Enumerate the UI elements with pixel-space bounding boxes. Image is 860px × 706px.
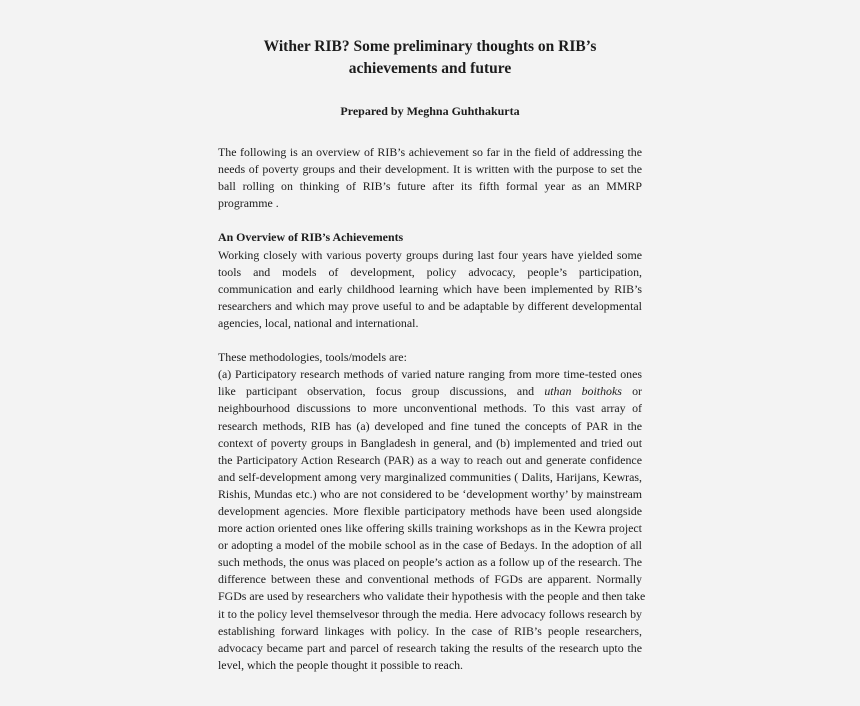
overview-line: agencies, local, national and international. [218,315,419,330]
title-line-1: Wither RIB? Some preliminary thoughts on RIB’s [263,38,597,55]
methods-line: level, which the people thought it possible to reach. [218,657,464,672]
methods-line: establishing forward linkages with policy. In the case of RIB’s people researchers, [218,623,642,638]
overview-line: tools and models of development, policy advocacy, people’s participation, [218,264,642,279]
intro-line: programme . [218,196,279,211]
methods-line: more action oriented ones like offering skills training workshops as in the Kewra project [218,521,642,536]
methods-line: Rishis, Mundas etc.) who are not considered to be ‘development worthy’ by mainstream [218,486,642,501]
methods-line: difference between these and conventional methods of FGDs are apparent. Normally [218,572,642,587]
methods-line: FGDs are used by researchers who validate their hypothesis with the people and then take [218,589,646,604]
intro-line: ball rolling on thinking of RIB’s future after its fifth formal year as an MMRP [218,179,642,194]
methods-line: (a) Participatory research methods of varied nature ranging from more time-tested ones [218,367,642,382]
methods-line: or adopting a model of the mobile school as in the case of Bedays. In the adoption of all [218,538,642,553]
methods-intro: These methodologies, tools/models are: [218,350,407,365]
intro-line: The following is an overview of RIB’s achievement so far in the field of addressing the [218,145,642,159]
paragraph-gap [218,332,642,349]
methods-line: context of poverty groups in Bangladesh in general, and (b) implemented and tried out [218,435,642,450]
overview-line: researchers and which may prove useful to and be adaptable by different developmental [218,298,642,313]
methods-line: such methods, the onus was placed on people’s action as a follow up of the research. The [218,555,642,570]
methods-line-pre: like participant observation, focus group discussions, and [218,384,545,399]
methods-line: neighbourhood discussions to more unconventional methods. To this vast array of [218,401,642,416]
methods-line: the Participatory Action Research (PAR) as a way to reach out and generate confidence [218,452,642,467]
document-body [218,144,646,674]
author-line: Prepared by Meghna Guhthakurta [340,104,520,118]
paragraph-gap [218,212,642,229]
document-title [0,36,860,80]
section-heading: An Overview of RIB’s Achievements [218,230,404,245]
methods-line: and self-development among very marginalized communities ( Dalits, Harijans, Kewras, [218,469,642,484]
intro-line: needs of poverty groups and their development. It is written with the purpose to set the [218,162,642,177]
methods-line: advocacy became part and parcel of research taking the results of the research upto the [218,640,642,655]
methods-line: development agencies. More flexible participatory methods have been used alongside [218,503,642,518]
overview-line: Working closely with various poverty groups during last four years have yielded some [218,247,642,262]
methods-line: it to the policy level themselvesor through the media. Here advocacy follows research by [218,606,642,621]
methods-line: research methods, RIB has (a) developed and fine tuned the concepts of PAR in the [218,418,642,433]
uthan-boithoks-term: uthan boithoks [544,384,622,399]
methods-line-with-italic [218,383,642,400]
methods-line-post: or [621,384,642,399]
title-line-2: achievements and future [348,60,512,77]
overview-line: communication and early childhood learning which have been implemented by RIB’s [218,281,642,296]
